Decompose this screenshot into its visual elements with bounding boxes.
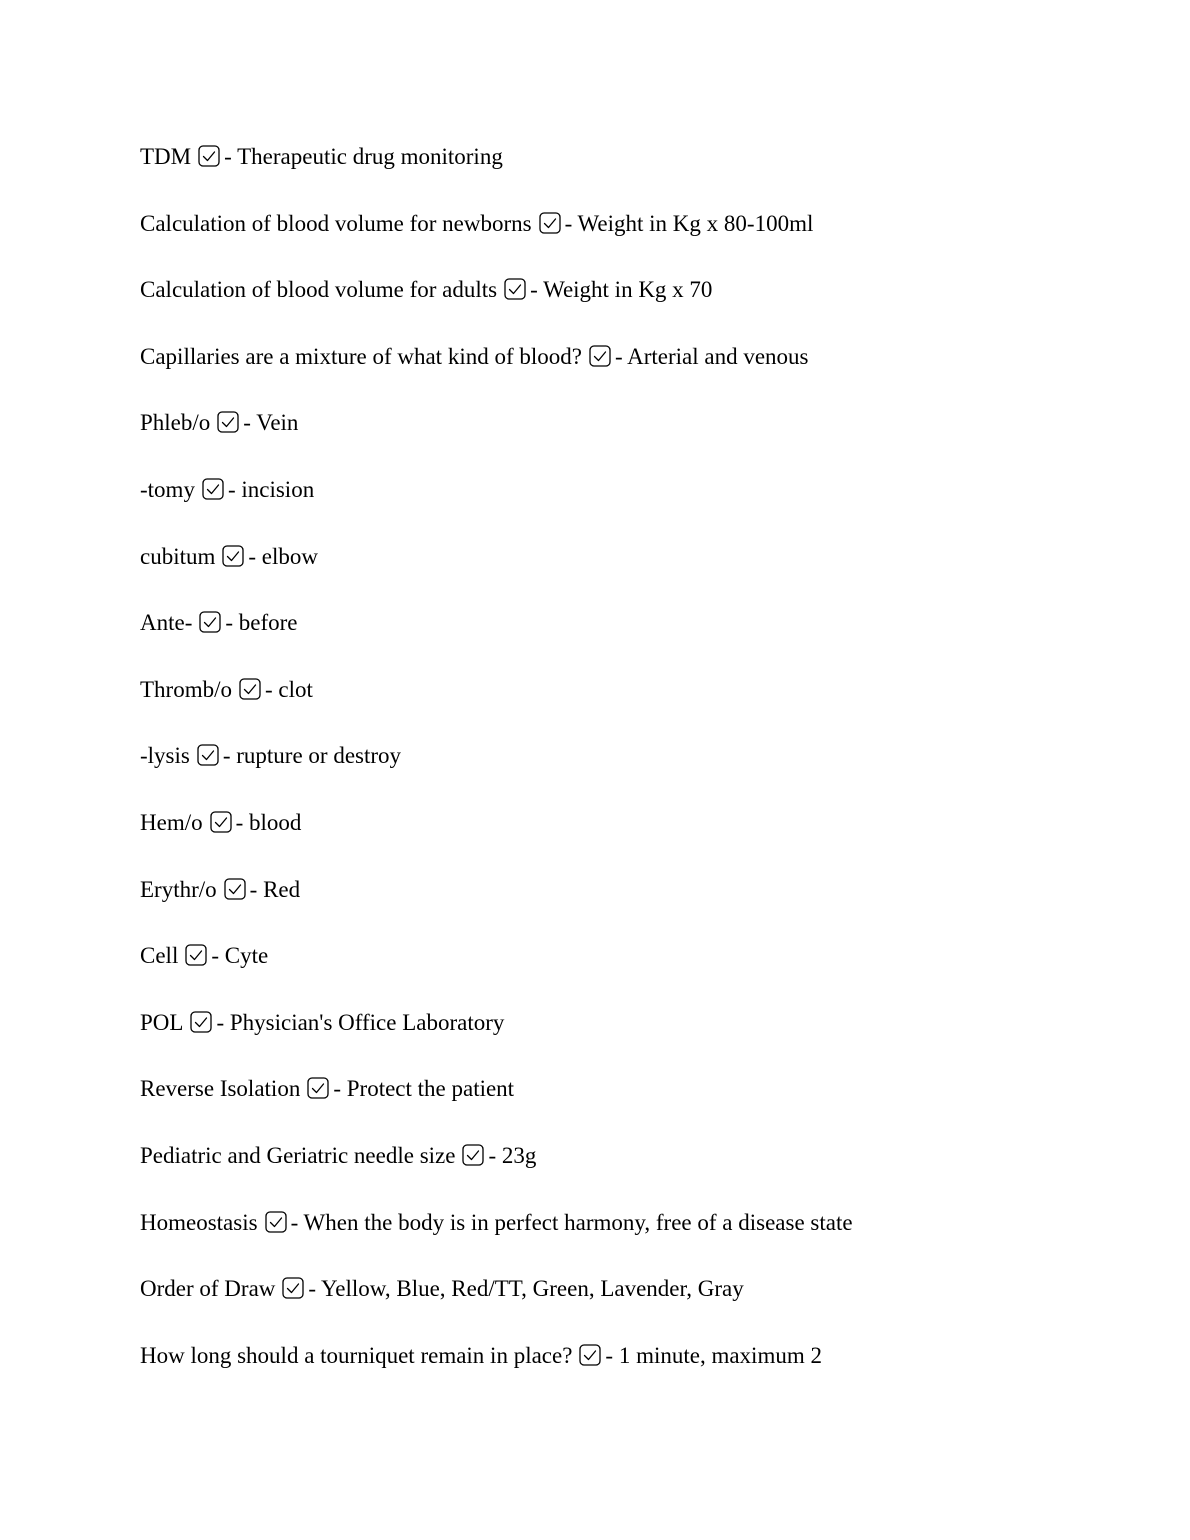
list-item [140,606,1140,673]
definition: - blood [235,809,302,835]
term: Ante- [140,610,193,636]
checkbox-checked-icon [224,878,246,900]
checkbox-checked-icon [239,678,261,700]
checkbox-checked-icon [462,1144,484,1166]
term: How long should a tourniquet remain in place? [140,1342,573,1368]
definition: - Yellow, Blue, Red/TT, Green, Lavender, Gray [308,1276,744,1302]
definition: - Weight in Kg x 70 [530,277,713,303]
checkbox-checked-icon [265,1211,287,1233]
term: Homeostasis [140,1209,258,1235]
term: Order of Draw [140,1276,276,1302]
definition: - Weight in Kg x 80-100ml [564,210,814,236]
definition: - 23g [488,1142,537,1168]
list-item [140,1272,1140,1339]
definition: - rupture or destroy [222,743,402,769]
term: Calculation of blood volume for newborns [140,210,532,236]
definition: - Cyte [211,943,269,969]
term: Thromb/o [140,676,232,702]
checkbox-checked-icon [539,212,561,234]
definition: - Protect the patient [333,1076,515,1102]
term: Cell [140,943,179,969]
definition: - When the body is in perfect harmony, free of a disease state [290,1209,853,1235]
definition: - Physician's Office Laboratory [216,1009,505,1035]
list-item [140,1006,1140,1073]
term: POL [140,1009,184,1035]
term: Reverse Isolation [140,1076,301,1102]
checkbox-checked-icon [282,1277,304,1299]
checkbox-checked-icon [589,345,611,367]
checkbox-checked-icon [202,478,224,500]
checkbox-checked-icon [210,811,232,833]
term: TDM [140,144,192,169]
list-item [140,1139,1140,1206]
definition: - Vein [243,410,299,436]
list-item [140,739,1140,806]
list-item [140,939,1140,1006]
definition: - 1 minute, maximum 2 [605,1342,822,1368]
definition: - Arterial and venous [614,343,809,369]
checkbox-checked-icon [579,1344,601,1366]
term: Calculation of blood volume for adults [140,277,498,303]
list-item [140,207,1140,274]
term: Capillaries are a mixture of what kind of blood? [140,343,582,369]
term: Pediatric and Geriatric needle size [140,1142,456,1168]
list-item [140,473,1140,540]
definition: - incision [227,476,315,502]
list-item [140,1339,1140,1406]
checkbox-checked-icon [199,611,221,633]
list-item [140,340,1140,407]
list-item [140,806,1140,873]
checkbox-checked-icon [504,278,526,300]
list-item [140,673,1140,740]
list-item [140,140,1140,207]
term: cubitum [140,543,216,569]
checkbox-checked-icon [197,744,219,766]
term: Phleb/o [140,410,211,436]
list-item [140,1206,1140,1273]
checkbox-checked-icon [185,944,207,966]
list-item [140,1072,1140,1139]
list-item [140,406,1140,473]
term: -tomy [140,476,195,502]
list-item [140,873,1140,940]
list-item [140,540,1140,607]
definition: - Therapeutic drug monitoring [224,144,503,169]
checkbox-checked-icon [190,1011,212,1033]
checkbox-checked-icon [307,1077,329,1099]
definition: - clot [265,676,313,702]
flashcard-list [140,140,1140,1405]
term: Erythr/o [140,876,217,902]
definition: - Red [249,876,301,902]
checkbox-checked-icon [222,545,244,567]
term: Hem/o [140,809,203,835]
checkbox-checked-icon [198,145,220,167]
list-item [140,273,1140,340]
definition: - before [225,610,298,636]
checkbox-checked-icon [217,411,239,433]
term: -lysis [140,743,190,769]
definition: - elbow [248,543,319,569]
